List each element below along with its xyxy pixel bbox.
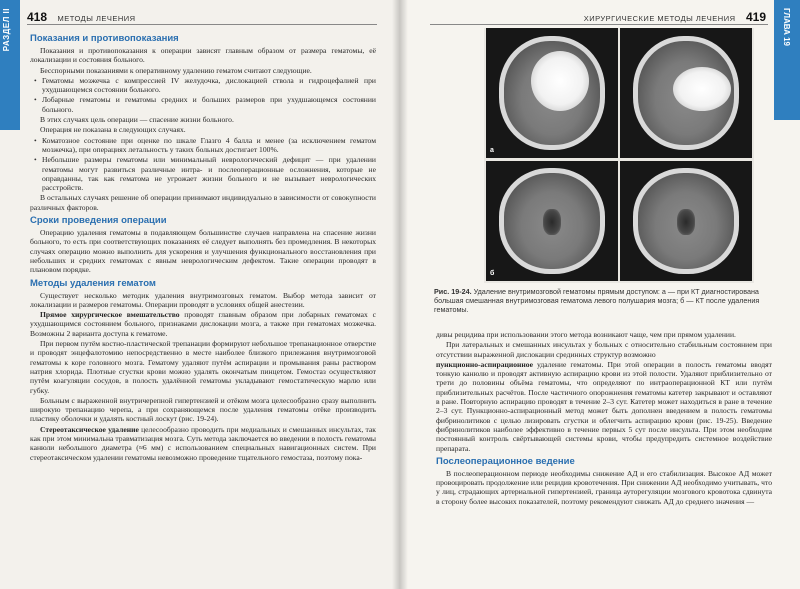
panel-label-b: б [490,270,495,277]
paragraph: В послеоперационном периоде необходимы снижение АД и его стабилизация. Высокое АД может провоцировать продолжение или рецидив кровотечения. При снижении АД необходимо учитывать, что у лиц, страдающих артериальной гипертензией, граница ауторегуляции мозгового кровотока сдвинута в сторону более высоких показателей, поэтому рекомендуют снижать АД до среднего значения — [436,468,772,506]
chapter-tab [774,0,800,120]
page-number-right: 419 [745,10,766,24]
left-text-column [30,30,376,463]
paragraph: Существует несколько методик удаления внутримозговых гематом. Выбор метода зависит от локализации и размеров гематомы. Операции проводят в условиях общей анестезии. [30,290,376,309]
figure-caption [434,288,774,314]
figure-caption-text: Удаление внутримозговой гематомы прямым доступом: а — при КТ диагностирована большая смешанная внутримозговая гематома левого полушария мозга; б — КТ после удаления гематомы. [434,287,760,314]
paragraph: дивы рецидива при использовании этого метода возникают чаще, чем при прямом удалении. [436,330,736,339]
paragraph [30,425,376,462]
panel-label-a: а [490,147,494,154]
page-number-left: 418 [27,10,48,24]
section-heading: Послеоперационное ведение [436,455,575,467]
run-in-term: Стереотаксическое удаление [40,424,139,434]
paragraph: Операция не показана в следующих случаях. [40,125,186,135]
running-title-left: МЕТОДЫ ЛЕЧЕНИЯ [57,14,136,23]
ct-figure [484,28,754,283]
bullet-item: • Коматозное состояние при оценке по шкале Глазго 4 балла и менее (за исключением гематом мозжечка), при операциях летальность у таких больных достигает 100%. [30,136,376,155]
section-heading: Сроки проведения операции [30,215,167,227]
paragraph: При первом путём костно-пластической трепанации формируют небольшое трепанационное отверстие и проводят энцефалотомию непосредственно в месте наиболее близкого прилежания внутримозговой гематомы к коре головного мозга. Гематому удаляют путём аспирации и промывания раны раствором натрия хлорида. Плотные сгустки крови можно удалять окончатым пинцетом. Гемостаз осуществляют путём коагуляции сосудов, в полость удалённой гематомы укладывают гемостатическую марлю или губку. [30,339,376,395]
paragraph: В этих случаях цель операции — спасение жизни больного. [40,115,234,125]
section-tab [0,0,20,130]
section-heading: Методы удаления гематом [30,277,156,289]
hematoma-region [673,67,731,111]
paragraph: В остальных случаях решение об операции принимают индивидуально в зависимости от совокупности различных факторов. [30,193,376,212]
ventricle-region [677,209,695,235]
ct-scan-preop-1 [486,28,618,158]
section-heading: Показания и противопоказания [30,33,179,44]
right-page [400,0,800,589]
paragraph: При латеральных и смешанных инсультах у больных с относительно стабильным состоянием при отсутствии выраженной дислокации срединных структур возможно [436,340,772,359]
ventricle-region [543,209,561,235]
ct-scan-preop-2 [620,28,752,158]
bullet-item: • Гематомы мозжечка с компрессией IV желудочка, дислокацией ствола и гидроцефалией при ухудшающемся состоянии больного. [30,76,376,95]
run-in-term: пункционно-аспирационное [436,359,533,369]
figure-caption-number: Рис. 19-24. [434,287,472,296]
header-rule-right [430,24,768,25]
header-rule-left [27,24,377,25]
paragraph: Больным с выраженной внутричерепной гипертензией и отёком мозга целесообразно сразу выполнить широкую трепанацию черепа, а при сохраняющемся после удаления гематомы отёке производить пластику оболочки и удалять костный лоскут (рис. 19-24). [30,395,376,424]
run-in-text: целесообразно проводить при медиальных и смешанных инсультах, так как при этом минимальна травматизация мозга. Суть метода заключается во введении в полость гематомы канюли небольшого диаметра (≈6 мм) с использованием специальных навигационных систем. При стереотаксическом удалении гематомы невозможно проведение тщательного гемостаза, поэтому пока- [30,424,376,462]
run-in-text: удаление гематомы. При этой операции в полость гематомы вводят тонкую канюлю и проводят активную аспирацию крови из этой полости. Удаляют приблизительно от трети до половины объёма гематомы, что определяют по интраоперационной КТ или путём приблизительных расчётов. После частичного опорожнения гематомы катетер закрывают и оставляют в ране. Повторную аспирацию проводят в течение 2–3 сут. Катетер может находиться в ране в течение 2–3 сут. Пункционно-аспирационный метод может быть дополнен введением в полость гематомы фибринолитиков с целью лизировать сгустки и облегчить аспирацию крови (рис. 19-25). Введение фибринолитиков наиболее эффективно в течение первых 5 сут после инсульта. При этом необходим постоянный контроль свёртывающей системы крови, чтобы предупредить системное воздействие препарата. [436,359,772,453]
paragraph: Операцию удаления гематомы в подавляющем большинстве случаев направлена на спасение жизни больного, то есть при соответствующих показаниях её следует выполнять без промедления. В некоторых случаях операцию можно выполнить для ускорения и улучшения функционального восстановления при небольших и средних гематомах с явным неврологическим дефектом. Такие операции проводят в плановом порядке. [30,228,376,275]
book-gutter [392,0,408,589]
chapter-tab-label: ГЛАВА 19 [782,8,791,47]
hematoma-region [531,51,589,111]
bullet-item: • Небольшие размеры гематомы или минимальный неврологический дефицит — при удалении гематомы могут развиться различные интра- и послеоперационные осложнения, которые не оправданны, так как гематома не угрожает жизни больного и не вызывает неврологических расстройств. [30,155,376,192]
paragraph: Бесспорными показаниями к оперативному удалению гематом считают следующие. [40,65,312,75]
ct-scan-postop-1 [486,161,618,281]
paragraph [30,310,376,338]
paragraph: Показания и противопоказания к операции зависят главным образом от размера гематомы, её локализации и состояния больного. [30,46,376,65]
ct-scan-postop-2 [620,161,752,281]
running-title-right: ХИРУРГИЧЕСКИЕ МЕТОДЫ ЛЕЧЕНИЯ [583,14,736,23]
paragraph [436,360,772,453]
run-in-term: Прямое хирургическое вмешательство [40,310,180,320]
run-in-text: проводят главным образом при лобарных гематомах с ухудшающимся состоянием больного, признаками дислокации мозга, а также при гематомах мозжечка. Возможны 2 варианта доступа к гематоме. [30,310,376,338]
section-tab-label: РАЗДЕЛ II [2,8,11,52]
bullet-item: • Лобарные гематомы и гематомы средних и больших размеров при ухудшающемся состоянии больного. [30,95,376,114]
right-text-column [436,330,772,507]
